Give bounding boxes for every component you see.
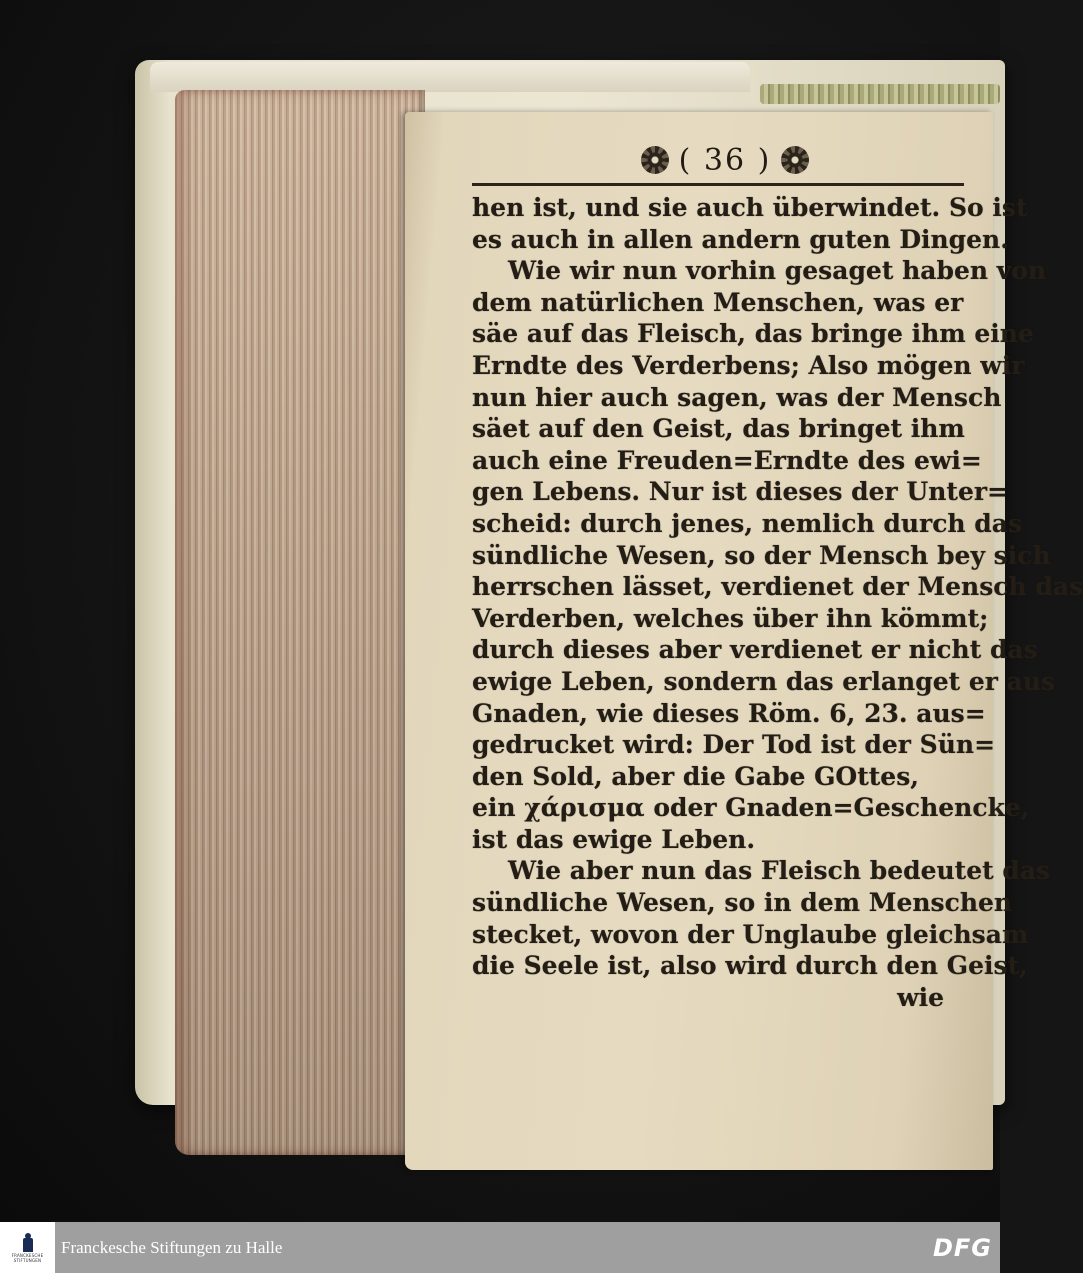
text-line: stecket, wovon der Unglaube gleichsam — [472, 919, 1029, 949]
text-line: herrschen lässet, verdienet der Mensch das — [472, 572, 1083, 602]
book-headband — [760, 84, 1000, 104]
fore-edge-shading — [175, 90, 425, 1155]
text-line: Gnaden, wie dieses Röm. 6, 23. aus= — [472, 698, 986, 728]
text-line: den Sold, aber die Gabe GOttes, — [472, 761, 919, 791]
text-line: ein χάρισμα oder Gnaden=Geschencke, — [472, 793, 1030, 823]
text-line: gedrucket wird: Der Tod ist der Sün= — [472, 730, 996, 760]
logo-caption-line: STIFTUNGEN — [13, 1257, 42, 1263]
francke-figure-icon — [19, 1233, 37, 1253]
text-line: ist das ewige Leben. — [472, 824, 756, 854]
footer-bar — [0, 1222, 1000, 1273]
text-line: dem natürlichen Menschen, was er — [472, 287, 964, 317]
logo-caption-line: FRANCKESCHE — [11, 1252, 44, 1258]
text-line: sündliche Wesen, so in dem Menschen — [472, 888, 1013, 918]
dfg-logo[interactable]: DFG — [932, 1234, 992, 1262]
text-line: säet auf den Geist, das bringet ihm — [472, 414, 965, 444]
text-line: gen Lebens. Nur ist dieses der Unter= — [472, 477, 1008, 507]
text-line: Wie wir nun vorhin gesaget haben von — [508, 256, 1047, 286]
text-line: hen ist, und sie auch überwindet. So ist — [472, 193, 1028, 222]
ornament-flower-right-icon — [781, 146, 809, 174]
text-line: nun hier auch sagen, was der Mensch — [472, 382, 1002, 412]
text-line: die Seele ist, also wird durch den Geist, — [472, 951, 1028, 981]
ornament-flower-left-icon — [641, 146, 669, 174]
institution-name[interactable]: Franckesche Stiftungen zu Halle — [61, 1237, 283, 1257]
page-number: ( 36 ) — [678, 142, 772, 178]
page-text — [472, 192, 1083, 1013]
text-line: säe auf das Fleisch, das bringe ihm eine — [472, 319, 1034, 349]
text-line: sündliche Wesen, so der Mensch bey sich — [472, 540, 1051, 570]
text-line: scheid: durch jenes, nemlich durch das — [472, 508, 1023, 538]
text-line: es auch in allen andern guten Dingen. — [472, 224, 1009, 254]
header-rule — [472, 183, 964, 186]
institution-logo[interactable] — [0, 1222, 55, 1273]
book-spine-top — [150, 62, 750, 92]
catchword: wie — [897, 982, 944, 1012]
logo-caption — [12, 1253, 44, 1263]
text-line: ewige Leben, sondern das erlanget er aus — [472, 666, 1056, 696]
text-line: auch eine Freuden=Erndte des ewi= — [472, 445, 982, 475]
page-header — [635, 140, 815, 180]
text-line: Verderben, welches über ihn kömmt; — [472, 603, 989, 633]
text-line: Wie aber nun das Fleisch bedeutet das — [508, 856, 1051, 886]
text-line: Erndte des Verderbens; Also mögen wir — [472, 350, 1025, 380]
text-line: durch dieses aber verdienet er nicht das — [472, 635, 1038, 665]
